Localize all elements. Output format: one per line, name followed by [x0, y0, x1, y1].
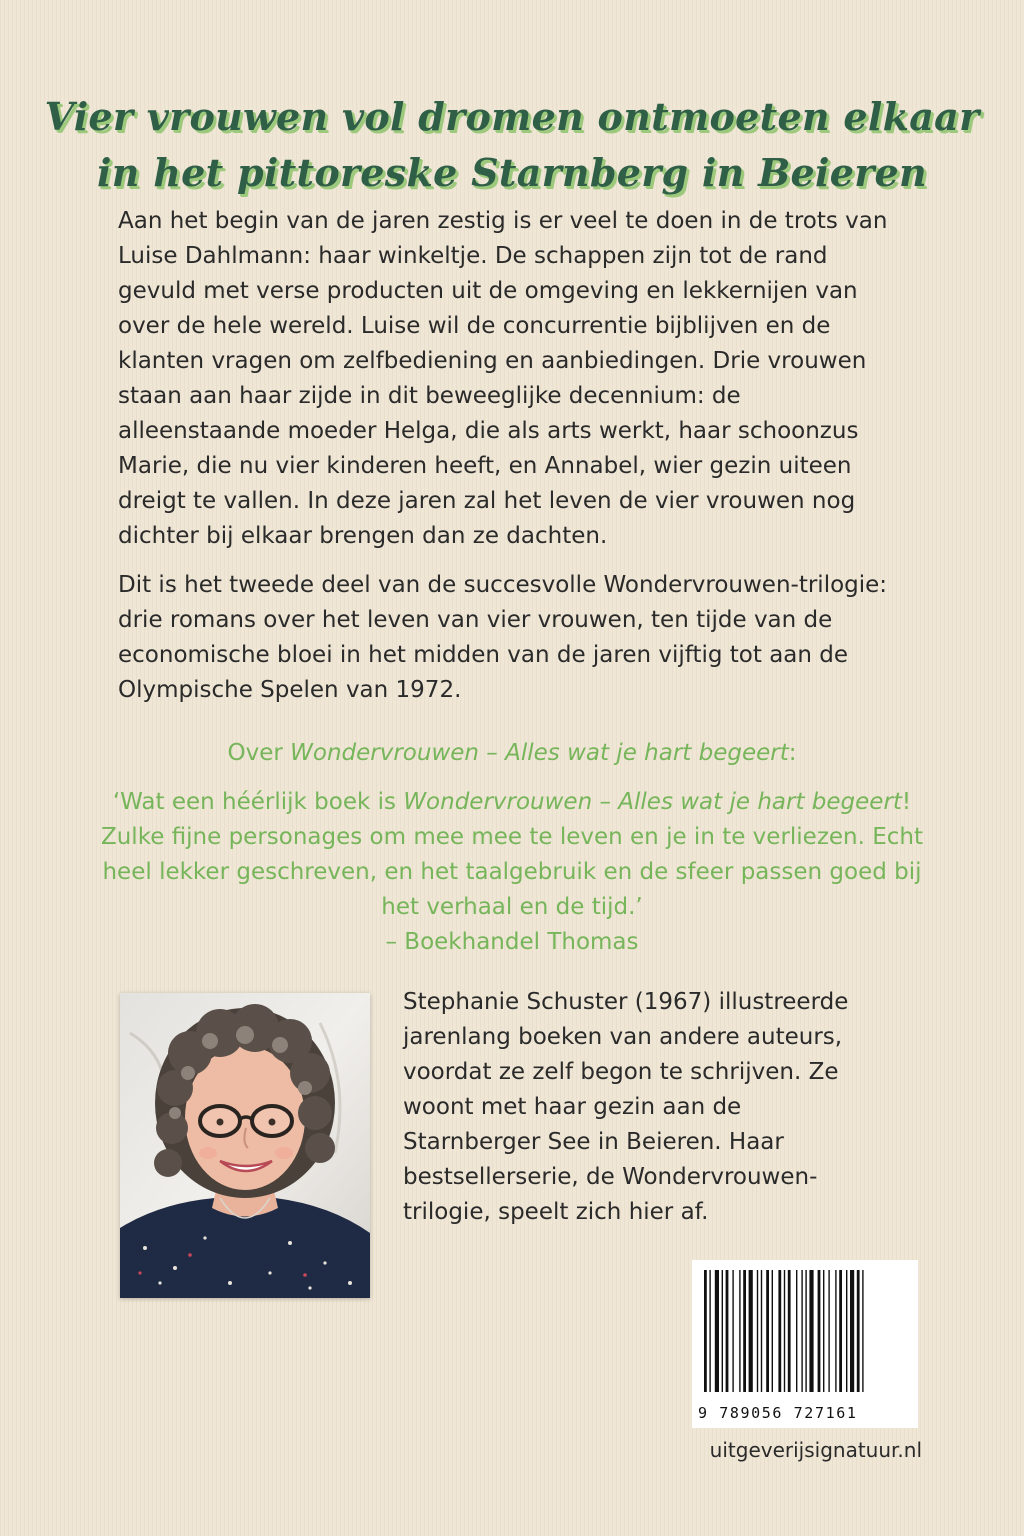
review-quote-rest: ! Zulke fijne personages om mee mee te leven en je in te verliezen. Echt heel lekker geschreven, en het taalgebruik en de sfeer passen goed bij het verhaal en de tijd.’	[100, 789, 924, 920]
barcode-bar	[715, 1270, 719, 1392]
barcode-bar	[722, 1270, 723, 1392]
barcode-bar	[801, 1270, 802, 1392]
barcode-bar	[823, 1270, 824, 1392]
barcode-bar	[749, 1270, 753, 1392]
blurb-paragraph-2: Dit is het tweede deel van de succesvolle Wondervrouwen-trilogie: drie romans over het leven van vier vrouwen, ten tijde van de economische bloei in het midden van de jaren vijftig tot aan de Olympische Spelen van 1972.	[118, 572, 888, 703]
barcode-bar	[846, 1270, 847, 1392]
barcode-bar	[857, 1270, 860, 1392]
barcode-bar	[739, 1270, 740, 1392]
barcode-bar	[828, 1270, 829, 1392]
barcode-bar	[788, 1270, 791, 1392]
barcode-bar	[839, 1270, 842, 1392]
headline	[40, 89, 984, 201]
blurb	[118, 204, 908, 708]
headline-line-1: Vier vrouwen vol dromen ontmoeten elkaar	[44, 94, 980, 140]
author-portrait-image	[120, 993, 370, 1298]
review-quote-open: ‘Wat een héérlijk boek is	[112, 789, 404, 815]
review-heading-suffix: :	[788, 740, 797, 766]
barcode-bar	[818, 1270, 821, 1392]
barcode-bars	[702, 1270, 908, 1392]
barcode-bar	[809, 1270, 813, 1392]
barcode-bar	[732, 1270, 733, 1392]
barcode-bar	[772, 1270, 773, 1392]
barcode-bar	[805, 1270, 806, 1392]
barcode-bar	[757, 1270, 758, 1392]
barcode-bar	[761, 1270, 762, 1392]
barcode-bar	[862, 1270, 863, 1392]
headline-line-2: in het pittoreske Starnberg in Beieren	[97, 150, 927, 196]
review-source: – Boekhandel Thomas	[385, 929, 639, 955]
barcode-bar	[709, 1270, 710, 1392]
barcode-bar	[850, 1270, 854, 1392]
barcode	[692, 1260, 918, 1428]
review-quote-title: Wondervrouwen – Alles wat je hart begeert	[403, 789, 902, 815]
blurb-paragraph-1: Aan het begin van de jaren zestig is er veel te doen in de trots van Luise Dahlmann: haar winkeltje. De schappen zijn tot de rand gevuld met verse producten uit de omgeving en lekkernijen van over de hele wereld. Luise wil de concurrentie bijblijven en de klanten vragen om zelfbediening en aanbiedingen. Drie vrouwen staan aan haar zijde in dit beweeglijke decennium: de alleenstaande moeder Helga, die als arts werkt, haar schoonzus Marie, die nu vier kinderen heeft, en Annabel, wier gezin uiteen dreigt te vallen. In deze jaren zal het leven de vier vrouwen nog dichter bij elkaar brengen dan ze dachten.	[118, 208, 888, 549]
review-heading-prefix: Over	[227, 740, 291, 766]
review-heading	[100, 736, 924, 771]
author-bio: Stephanie Schuster (1967) illustreerde jarenlang boeken van andere auteurs, voordat ze zelf begon te schrijven. Ze woont met haar gezin aan de Starnberger See in Beieren. Haar bestsellerserie, de Wondervrouwen-trilogie, speelt zich hier af.	[403, 989, 849, 1225]
publisher-url[interactable]: uitgeverijsignatuur.nl	[709, 1438, 922, 1462]
barcode-bar	[778, 1270, 781, 1392]
barcode-bar	[784, 1270, 785, 1392]
barcode-bar	[796, 1270, 797, 1392]
barcode-bar	[835, 1270, 836, 1392]
barcode-bar	[766, 1270, 769, 1392]
barcode-bar	[743, 1270, 746, 1392]
author-photo	[120, 993, 370, 1298]
review-quote	[100, 785, 924, 925]
review-heading-title: Wondervrouwen – Alles wat je hart begeert	[290, 740, 789, 766]
review-block	[100, 736, 924, 960]
barcode-bar	[704, 1270, 707, 1392]
isbn-number: 9 789056 727161	[698, 1404, 858, 1422]
barcode-bar	[726, 1270, 729, 1392]
